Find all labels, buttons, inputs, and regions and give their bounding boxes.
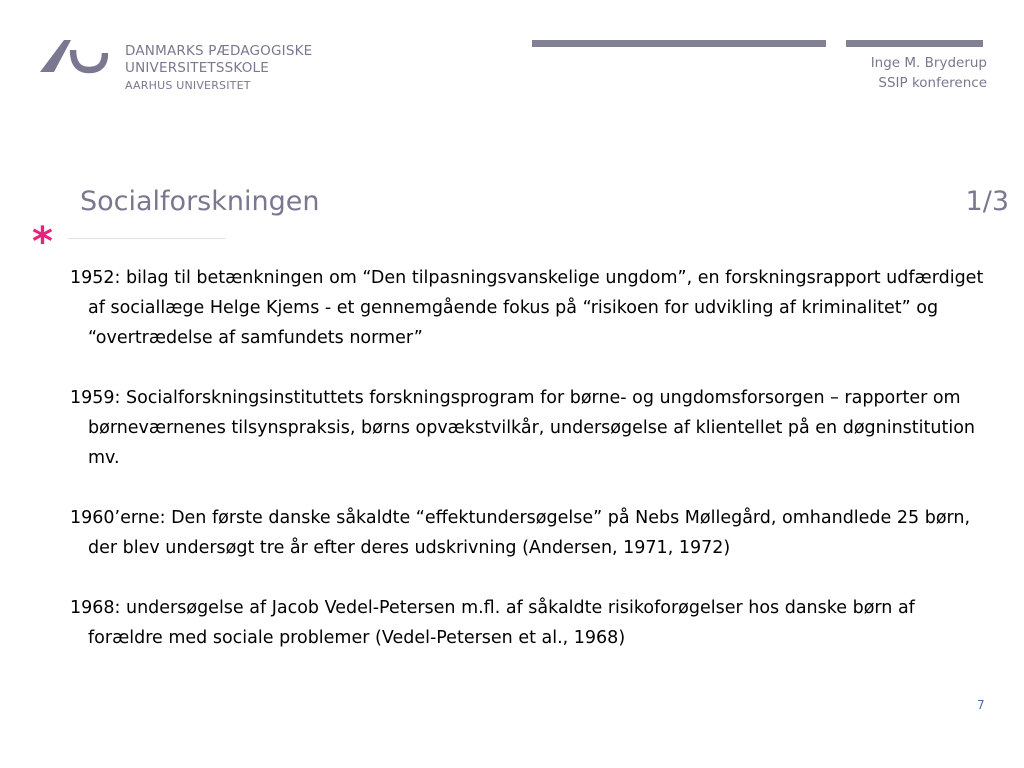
author-name: Inge M. Bryderup: [870, 55, 987, 71]
page-number: 7: [977, 698, 985, 712]
institution-line-2: UNIVERSITETSSKOLE: [125, 60, 270, 76]
header-bar-right: [846, 40, 983, 47]
header-bar-left: [532, 40, 826, 47]
content-paragraph-1968: 1968: undersøgelse af Jacob Vedel-Petersen m.fl. af såkaldte risikoforøgelser hos danske børn af forældre med sociale problemer (Vedel-Petersen et al., 1968): [70, 598, 915, 648]
asterisk-icon: *: [32, 219, 53, 265]
slide-title: Socialforskningen: [80, 186, 320, 217]
institution-name: [125, 43, 312, 94]
slide-content: [70, 263, 995, 653]
content-paragraph-1952: 1952: bilag til betænkningen om “Den tilpasningsvanskelige ungdom”, en forskningsrapport udfærdiget af sociallæge Helge Kjems - et gennemgående fokus på “risikoen for udvikling af kriminalitet” og “overtrædelse af samfundets normer”: [70, 268, 984, 348]
title-divider: [68, 238, 226, 239]
content-paragraph-1960s: 1960’erne: Den første danske såkaldte “effektundersøgelse” på Nebs Møllegård, omhandlede 25 børn, der blev undersøgt tre år efter deres udskrivning (Andersen, 1971, 1972): [70, 508, 971, 558]
slide-counter: 1/3: [965, 186, 1009, 217]
content-paragraph-1959: 1959: Socialforskningsinstituttets forskningsprogram for børne- og ungdomsforsorgen – rapporter om børneværnenes tilsynspraksis, børns opvækstvilkår, undersøgelse af klientellet på en døgninstitution mv.: [70, 388, 975, 468]
institution-line-1: DANMARKS PÆDAGOGISKE: [125, 43, 313, 59]
institution-line-3: AARHUS UNIVERSITET: [125, 79, 251, 92]
author-block: [871, 53, 987, 93]
event-name: SSIP konference: [878, 75, 987, 91]
au-logo-icon: [40, 40, 108, 76]
